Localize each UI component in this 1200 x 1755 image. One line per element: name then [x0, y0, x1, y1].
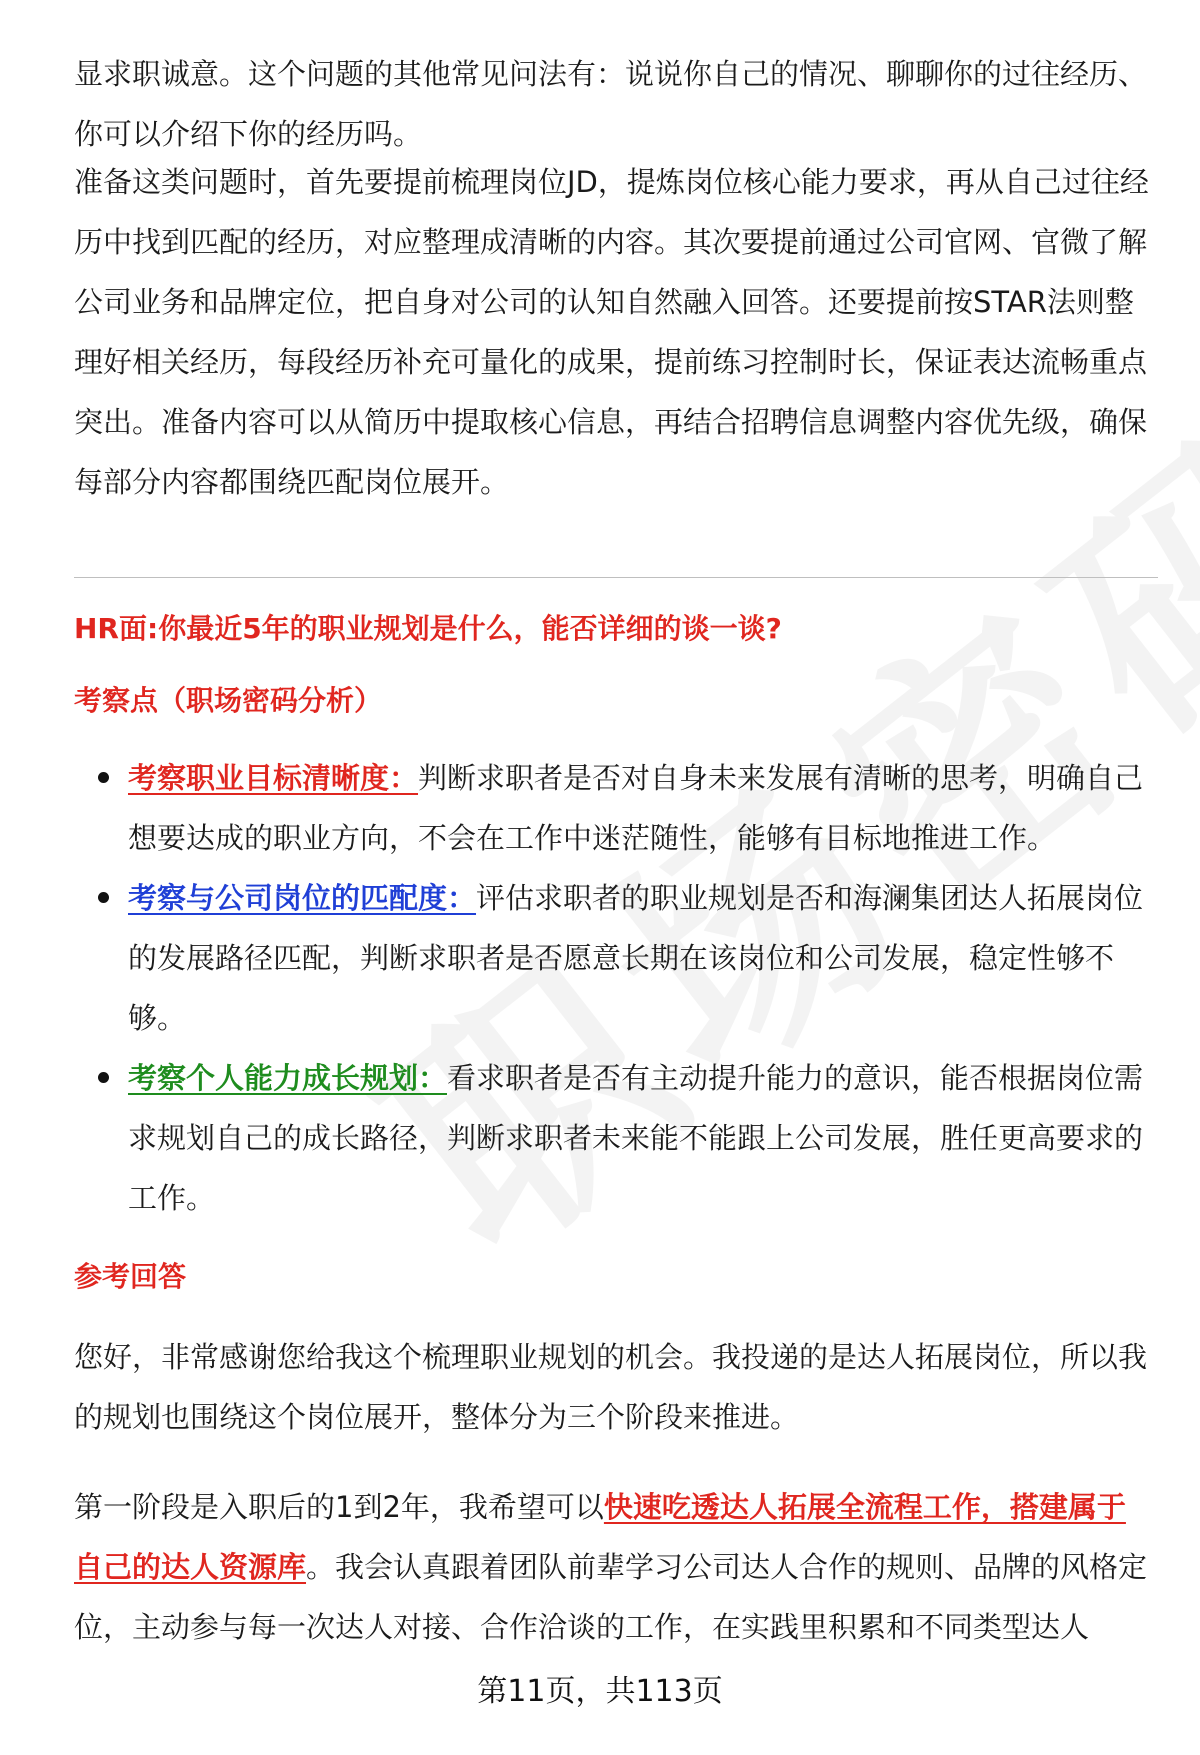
- answer-p2-suffix: 。我会认真跟着团队前辈学习公司达人合作的规则、品牌的风格定位，主动参与每一次达人对接、合作洽谈的工作，在实践里积累和不同类型达人: [74, 1550, 1148, 1644]
- analysis-point: [74, 868, 1158, 1048]
- point-text: 看求职者是否有主动提升能力的意识，能否根据岗位需求规划自己的成长路径，判断求职者未来能不能跟上公司发展，胜任更高要求的工作。: [128, 1061, 1144, 1215]
- bullet-icon: [98, 892, 109, 903]
- analysis-points-list: [74, 748, 1158, 1228]
- bullet-icon: [98, 1072, 109, 1083]
- point-keyword: 考察职业目标清晰度：: [128, 761, 419, 795]
- point-text: 判断求职者是否对自身未来发展有清晰的思考，明确自己想要达成的职业方向，不会在工作中迷茫随性，能够有目标地推进工作。: [128, 761, 1144, 855]
- analysis-heading: 考察点（职场密码分析）: [74, 684, 383, 717]
- intro-paragraph-2: 准备这类问题时，首先要提前梳理岗位JD，提炼岗位核心能力要求，再从自己过往经历中找到匹配的经历，对应整理成清晰的内容。其次要提前通过公司官网、官微了解公司业务和品牌定位，把自身对公司的认知自然融入回答。还要提前按STAR法则整理好相关经历，每段经历补充可量化的成果，提前练习控制时长，保证表达流畅重点突出。准备内容可以从简历中提取核心信息，再结合招聘信息调整内容优先级，确保每部分内容都围绕匹配岗位展开。: [74, 165, 1149, 499]
- bullet-icon: [98, 772, 109, 783]
- answer-paragraph-1: 您好，非常感谢您给我这个梳理职业规划的机会。我投递的是达人拓展岗位，所以我的规划也围绕这个岗位展开，整体分为三个阶段来推进。: [74, 1340, 1148, 1434]
- point-keyword: 考察与公司岗位的匹配度：: [128, 881, 477, 915]
- point-text: 评估求职者的职业规划是否和海澜集团达人拓展岗位的发展路径匹配，判断求职者是否愿意长期在该岗位和公司发展，稳定性够不够。: [128, 881, 1144, 1035]
- answer-highlight: 快速吃透达人拓展全流程工作，搭建属于自己的达人资源库: [74, 1490, 1126, 1584]
- analysis-point: [74, 748, 1158, 868]
- point-keyword: 考察个人能力成长规划：: [128, 1061, 448, 1095]
- analysis-point: [74, 1048, 1158, 1228]
- page-number-footer: 第11页，共113页: [477, 1674, 723, 1709]
- section-divider: [74, 577, 1158, 578]
- intro-paragraph-1: 显求职诚意。这个问题的其他常见问法有：说说你自己的情况、聊聊你的过往经历、你可以介绍下你的经历吗。: [74, 57, 1148, 151]
- answer-p2-prefix: 第一阶段是入职后的1到2年，我希望可以: [74, 1490, 604, 1524]
- answer-heading: 参考回答: [74, 1260, 187, 1293]
- answer-paragraph-2: [74, 1477, 1154, 1657]
- question-title: HR面:你最近5年的职业规划是什么，能否详细的谈一谈?: [74, 612, 782, 645]
